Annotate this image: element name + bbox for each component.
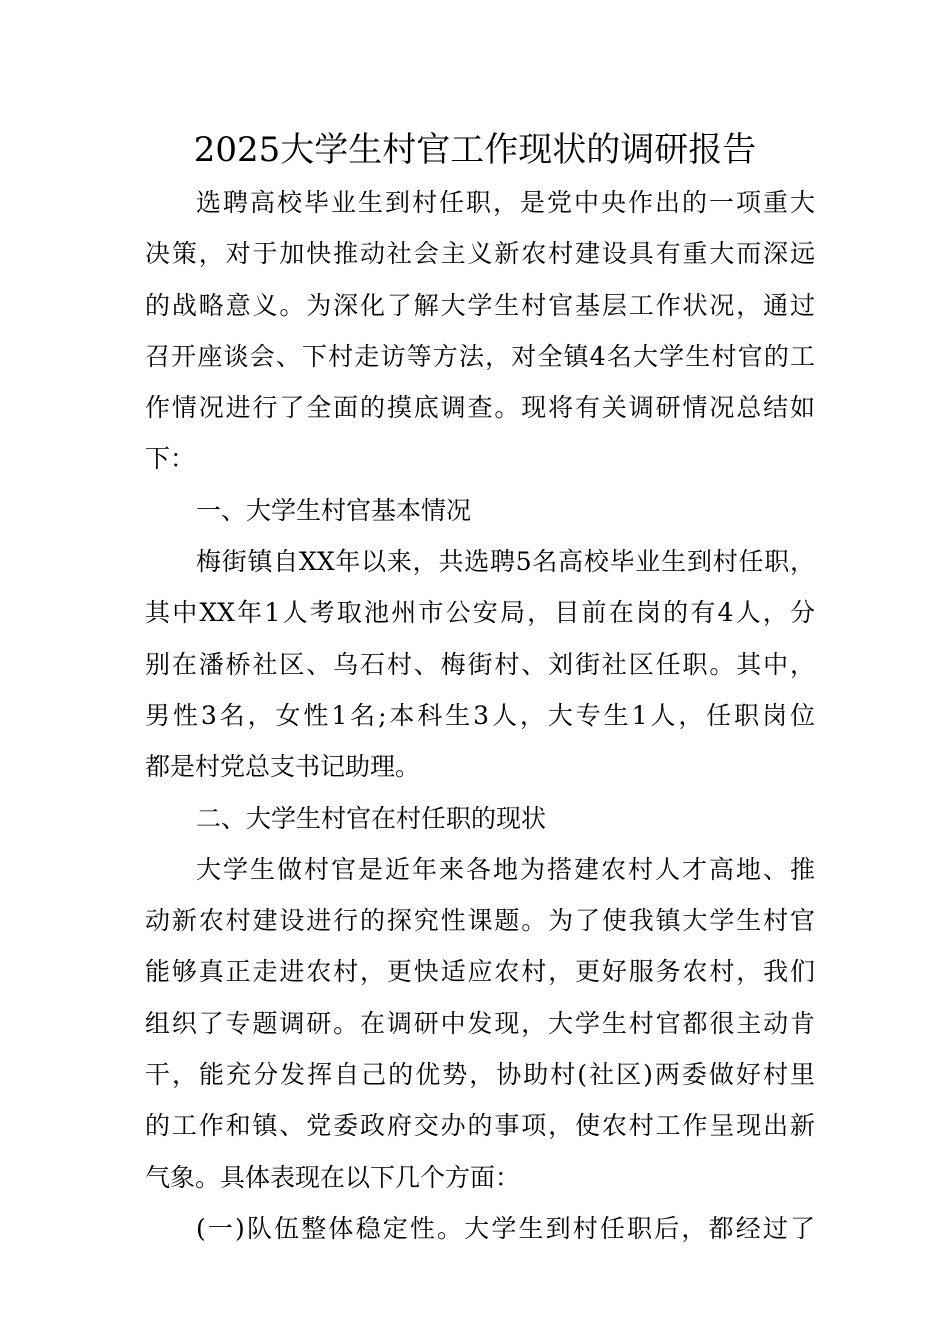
text-line: 男性3名，女性1名;本科生3人，大专生1人，任职岗位	[145, 700, 815, 730]
text-line: 气象。具体表现在以下几个方面：	[145, 1162, 521, 1192]
text-line: 作情况进行了全面的摸底调查。现将有关调研情况总结如	[145, 393, 815, 423]
document-title: 2025大学生村官工作现状的调研报告	[193, 130, 757, 170]
text-line: 选聘高校毕业生到村任职，是党中央作出的一项重大	[196, 188, 815, 217]
text-line: 都是村党总支书记助理。	[145, 752, 421, 782]
text-line: 其中XX年1人考取池州市公安局，目前在岗的有4人，分	[145, 598, 815, 628]
text-line: 的工作和镇、党委政府交办的事项，使农村工作呈现出新	[145, 1111, 815, 1141]
text-line: 决策，对于加快推动社会主义新农村建设具有重大而深远	[145, 239, 815, 269]
text-line: 干，能充分发挥自己的优势，协助村(社区)两委做好村里	[145, 1060, 815, 1090]
text-line: 下：	[145, 444, 196, 474]
text-line: 的战略意义。为深化了解大学生村官基层工作状况，通过	[145, 290, 815, 320]
text-line: 动新农村建设进行的探究性课题。为了使我镇大学生村官	[145, 906, 815, 936]
text-line: 能够真正走进农村，更快适应农村，更好服务农村，我们	[145, 957, 815, 987]
text-line: 大学生做村官是近年来各地为搭建农村人才高地、推	[196, 854, 815, 884]
text-line: 组织了专题调研。在调研中发现，大学生村官都很主动肯	[145, 1008, 815, 1038]
text-line: 梅街镇自XX年以来，共选聘5名高校毕业生到村任职，	[196, 547, 815, 577]
document-body	[145, 177, 815, 1254]
text-line: 别在潘桥社区、乌石村、梅街村、刘街社区任职。其中，	[145, 649, 815, 679]
section-heading: 一、大学生村官基本情况	[196, 495, 472, 525]
text-line: 召开座谈会、下村走访等方法，对全镇4名大学生村官的工	[145, 341, 815, 371]
text-line: (一)队伍整体稳定性。大学生到村任职后，都经过了	[196, 1213, 815, 1243]
section-heading: 二、大学生村官在村任职的现状	[196, 803, 547, 833]
